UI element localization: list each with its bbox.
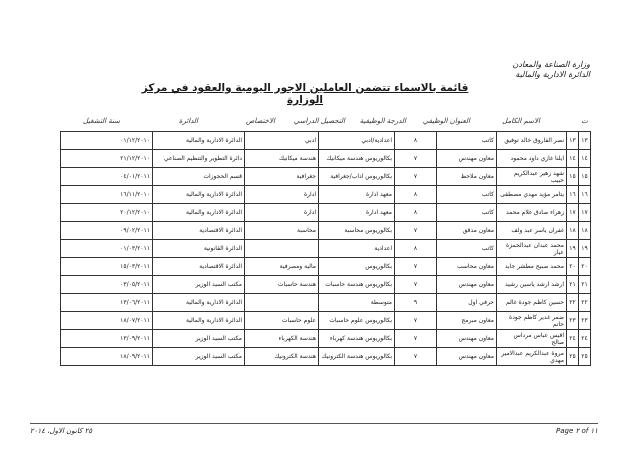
header-start-date: سنة التشغيل — [82, 117, 120, 125]
start-date-cell: ١٦/١١/٢٠١٠ — [61, 186, 153, 204]
education-cell: بكالوريوس هندسة الكترونيك — [319, 348, 395, 366]
department-cell: الدائرة الاقتصادية — [153, 222, 245, 240]
table-row — [61, 204, 591, 222]
footer-date: ٢٥ كانون الاول، ٢٠١٤ — [30, 427, 93, 435]
grade-cell: ٧ — [395, 312, 437, 330]
ministry-name: وزارة الصناعة والمعادن — [512, 60, 590, 69]
row-index-cell: ١٦ — [579, 186, 591, 204]
specialty-cell: هندسة الكهرباء — [245, 330, 319, 348]
name-cell: يتامر مؤيد مهدي مصطفى — [497, 186, 567, 204]
header-education: التحصيل الدراسي — [293, 117, 345, 125]
start-date-cell: ١٣/٠٩/٢٠١١ — [61, 330, 153, 348]
education-cell: بكالوريوس محاسبة — [319, 222, 395, 240]
start-date-cell: ١٨/٠٧/٢٠١١ — [61, 312, 153, 330]
education-cell: اعدادية — [319, 240, 395, 258]
column-headers — [60, 117, 590, 129]
grade-cell: ٨ — [395, 132, 437, 150]
name-cell: ارشد ارشد ياسين رشيد — [497, 276, 567, 294]
row-index-cell: ١٤ — [579, 150, 591, 168]
start-date-cell: ٠٤/٠١/٢٠١١ — [61, 168, 153, 186]
specialty-cell: ادارة — [245, 186, 319, 204]
name-cell: حسين كاظم جودة غالم — [497, 294, 567, 312]
education-cell: بكالوريوس هندسة ميكانيك — [319, 150, 395, 168]
grade-cell: ٨ — [395, 186, 437, 204]
row-index-cell: ٢٢ — [579, 294, 591, 312]
start-date-cell: ٠١/٠٣/٢٠١١ — [61, 240, 153, 258]
table-row — [61, 330, 591, 348]
grade-cell: ٧ — [395, 222, 437, 240]
employees-table — [60, 131, 591, 366]
department-cell: الدائرة الادارية والمالية — [153, 186, 245, 204]
grade-cell: ٨ — [395, 240, 437, 258]
education-cell: بكالوريوس اداب/جغرافية — [319, 168, 395, 186]
job-title-cell: معاون مدقق — [437, 222, 497, 240]
education-cell: معهد ادارة — [319, 186, 395, 204]
start-date-cell: ٢٠/١٢/٢٠١٠ — [61, 204, 153, 222]
table-row — [61, 348, 591, 366]
grade-cell: ٧ — [395, 276, 437, 294]
education-cell: متوسطة — [319, 294, 395, 312]
job-title-cell: حرفي اول — [437, 294, 497, 312]
row-seq-cell: ١٣ — [567, 132, 579, 150]
job-title-cell: معاون مهندس — [437, 348, 497, 366]
header-department: الدائرة — [178, 117, 198, 125]
start-date-cell: ١٥/٠٣/٢٠١١ — [61, 258, 153, 276]
table-row — [61, 294, 591, 312]
department-cell: الدائرة القانونية — [153, 240, 245, 258]
footer-divider — [30, 423, 598, 424]
name-cell: غفران ياسر عبد ولف — [497, 222, 567, 240]
footer-page-number: Page ٢ of ١١ — [556, 427, 598, 435]
specialty-cell: محاسبة — [245, 222, 319, 240]
job-title-cell: كاتب — [437, 186, 497, 204]
row-seq-cell: ١٤ — [567, 150, 579, 168]
education-cell: بكالوريوس — [319, 258, 395, 276]
grade-cell: ٧ — [395, 330, 437, 348]
department-cell: الدائرة الاقتصادية — [153, 258, 245, 276]
header-job-title: العنوان الوظيفي — [422, 117, 470, 125]
row-index-cell: ١٥ — [579, 168, 591, 186]
row-index-cell: ١٧ — [579, 204, 591, 222]
name-cell: شهد زهير عبدالكريم حبيب — [497, 168, 567, 186]
row-seq-cell: ٢٢ — [567, 294, 579, 312]
grade-cell: ٨ — [395, 204, 437, 222]
row-seq-cell: ١٧ — [567, 204, 579, 222]
start-date-cell: ٠٣/٠٥/٢٠١١ — [61, 276, 153, 294]
row-index-cell: ٢٥ — [579, 348, 591, 366]
row-seq-cell: ١٨ — [567, 222, 579, 240]
education-cell: معهد ادارة — [319, 204, 395, 222]
job-title-cell: كاتب — [437, 204, 497, 222]
job-title-cell: معاون مهندس — [437, 276, 497, 294]
row-seq-cell: ٢١ — [567, 276, 579, 294]
row-seq-cell: ٢٥ — [567, 348, 579, 366]
specialty-cell: علوم حاسبات — [245, 312, 319, 330]
table-row — [61, 276, 591, 294]
start-date-cell: ٢١/١٢/٢٠١٠ — [61, 150, 153, 168]
name-cell: زهراء صادق غلام محمد — [497, 204, 567, 222]
job-title-cell: كاتب — [437, 240, 497, 258]
header-specialty: الاختصاص — [245, 117, 275, 125]
row-seq-cell: ٢٣ — [567, 312, 579, 330]
specialty-cell — [245, 294, 319, 312]
start-date-cell: ١٣/٠٦/٢٠١١ — [61, 294, 153, 312]
name-cell: مروة عبدالكريم عبدالامير مهدي — [497, 348, 567, 366]
row-index-cell: ١٣ — [579, 132, 591, 150]
job-title-cell: معاون مبرمج — [437, 312, 497, 330]
row-index-cell: ٢٠ — [579, 258, 591, 276]
education-cell: اعدادية/ادبي — [319, 132, 395, 150]
job-title-cell: كاتب — [437, 132, 497, 150]
ministry-header — [513, 60, 590, 80]
specialty-cell: هندسة الكترونيك — [245, 348, 319, 366]
table-row — [61, 132, 591, 150]
department-cell: الدائرة الادارية والمالية — [153, 294, 245, 312]
grade-cell: ٧ — [395, 150, 437, 168]
name-cell: اقيس عباس مرداس صالح — [497, 330, 567, 348]
specialty-cell: هندسة ميكانيك — [245, 150, 319, 168]
grade-cell: ٧ — [395, 258, 437, 276]
header-grade: الدرجة الوظيفية — [359, 117, 406, 125]
table-row — [61, 258, 591, 276]
start-date-cell: ٠٩/٠٢/٢٠١١ — [61, 222, 153, 240]
header-name: الاسم الكامل — [502, 117, 540, 125]
grade-cell: ٩ — [395, 294, 437, 312]
specialty-cell: مالية ومصرفية — [245, 258, 319, 276]
education-cell: بكالوريوس هندسة كهرباء — [319, 330, 395, 348]
job-title-cell: معاون محاسب — [437, 258, 497, 276]
row-seq-cell: ١٩ — [567, 240, 579, 258]
table-row — [61, 186, 591, 204]
table-row — [61, 240, 591, 258]
name-cell: ايلنا غازي داود محمود — [497, 150, 567, 168]
specialty-cell — [245, 240, 319, 258]
start-date-cell: ٠١/١٢/٢٠١٠ — [61, 132, 153, 150]
employees-table-body — [61, 132, 591, 366]
education-cell: بكالوريوس هندسة حاسبات — [319, 276, 395, 294]
department-cell: قسم الحجوزات — [153, 168, 245, 186]
row-seq-cell: ٢٠ — [567, 258, 579, 276]
job-title-cell: معاون مهندس — [437, 330, 497, 348]
name-cell: ضمر غدير كاظم جودة حاتم — [497, 312, 567, 330]
department-name: الدائرة الادارية والمالية — [515, 70, 590, 79]
department-cell: الدائرة الادارية والمالية — [153, 312, 245, 330]
grade-cell: ٧ — [395, 168, 437, 186]
job-title-cell: معاون ملاحظ — [437, 168, 497, 186]
row-index-cell: ١٩ — [579, 240, 591, 258]
start-date-cell: ١٨/٠٩/٢٠١١ — [61, 348, 153, 366]
department-cell: الدائرة الادارية والمالية — [153, 204, 245, 222]
name-cell: محمد عبدان عبدالحمزة عيار — [497, 240, 567, 258]
specialty-cell: ادبي — [245, 132, 319, 150]
department-cell: دائرة التطوير والتنظيم الصناعي — [153, 150, 245, 168]
name-cell: محمد صبيح مطشر جابد — [497, 258, 567, 276]
table-row — [61, 312, 591, 330]
row-index-cell: ٢٣ — [579, 312, 591, 330]
row-index-cell: ٢٤ — [579, 330, 591, 348]
department-cell: الدائرة الادارية والمالية — [153, 132, 245, 150]
specialty-cell: جغرافية — [245, 168, 319, 186]
department-cell: مكتب السيد الوزير — [153, 348, 245, 366]
row-index-cell: ٢١ — [579, 276, 591, 294]
department-cell: مكتب السيد الوزير — [153, 276, 245, 294]
row-seq-cell: ١٥ — [567, 168, 579, 186]
table-row — [61, 168, 591, 186]
specialty-cell: هندسة حاسبات — [245, 276, 319, 294]
job-title-cell: معاون مهندس — [437, 150, 497, 168]
name-cell: نصر الفاروق خالد توفيق — [497, 132, 567, 150]
header-seq: ت — [581, 117, 588, 125]
education-cell: بكالوريوس علوم حاسبات — [319, 312, 395, 330]
department-cell: مكتب السيد الوزير — [153, 330, 245, 348]
table-row — [61, 222, 591, 240]
grade-cell: ٧ — [395, 348, 437, 366]
table-row — [61, 150, 591, 168]
document-title: قائمة بالاسماء تتضمن العاملين الاجور اليومية والعقود في مركز الوزارة — [141, 82, 469, 106]
row-seq-cell: ٢٤ — [567, 330, 579, 348]
row-seq-cell: ١٦ — [567, 186, 579, 204]
row-index-cell: ١٨ — [579, 222, 591, 240]
specialty-cell: ادارة — [245, 204, 319, 222]
